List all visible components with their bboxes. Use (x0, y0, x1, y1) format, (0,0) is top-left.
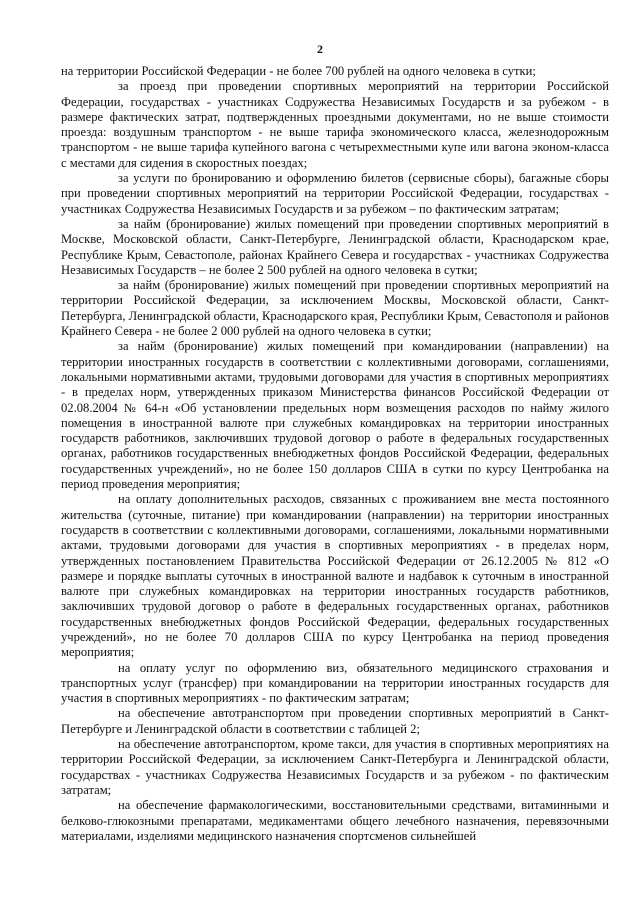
paragraph-4: за найм (бронирование) жилых помещений при проведении спортивных мероприятий в Москве, Московской области, Санкт-Петербурге, Ленинградской области, Краснодарском крае, Республике Крым, Севастополе, районах Крайнего Севера и государствах - участниках Содружества Независимых Государств – не более 2 500 рублей на одного человека в сутки; (61, 216, 609, 277)
paragraph-1: на территории Российской Федерации - не более 700 рублей на одного человека в сутки; (61, 64, 536, 78)
paragraph-5: за найм (бронирование) жилых помещений при проведении спортивных мероприятий на территории Российской Федерации, за исключением Москвы, Московской области, Санкт-Петербурга, Ленинградской области, Краснодарского края, Республики Крым, Севастополя и районов Крайнего Севера - не более 2 000 рублей на одного человека в сутки; (61, 278, 609, 339)
paragraph-7: на оплату дополнительных расходов, связанных с проживанием вне места постоянного жительства (суточные, питание) при командировании (направлении) на территории иностранных государств в соответствии с коллективными договорами, соглашениями, локальными нормативными актами, трудовыми договорами для участия в спортивных мероприятиях - в пределах норм, утвержденных постановлением Правительства Российской Федерации от 26.12.2005 № 812 «О размере и порядке выплаты суточных в иностранной валюте и надбавок к суточным в иностранной валюте при служебных командировках на территории иностранных государств работников, заключивших трудовой договор о работе в федеральных государственных органах, работников государственных внебюджетных фондов Российской Федерации, федеральных государственных учреждений», но не более 70 долларов США по курсу Центробанка на период проведения мероприятия; (61, 492, 609, 660)
paragraph-9: на обеспечение автотранспортом при проведении спортивных мероприятий в Санкт-Петербурге и Ленинградской области в соответствии с таблицей 2; (61, 706, 609, 736)
paragraph-2: за проезд при проведении спортивных мероприятий на территории Российской Федерации, государствах - участниках Содружества Независимых Государств и за рубежом - в размере фактических затрат, подтвержденных проездными документами, но не выше стоимости проезда: воздушным транспортом - не выше тарифа экономического класса, железнодорожным транспортом - не выше тарифа купейного вагона с четырехместными купе или вагона эконом-класса с местами для сидения в скоростных поездах; (61, 79, 609, 170)
paragraph-3: за услуги по бронированию и оформлению билетов (сервисные сборы), багажные сборы при проведении спортивных мероприятий на территории Российской Федерации, государствах - участниках Содружества Независимых Государств и за рубежом – по фактическим затратам; (61, 171, 609, 216)
paragraph-11: на обеспечение фармакологическими, восстановительными средствами, витаминными и белково-глюкозными препаратами, медикаментами общего лечебного назначения, перевязочными материалами, изделиями медицинского назначения спортсменов сильнейшей (61, 798, 609, 843)
paragraph-6: за найм (бронирование) жилых помещений при командировании (направлении) на территории иностранных государств в соответствии с коллективными договорами, соглашениями, локальными нормативными актами, трудовыми договорами для участия в спортивных мероприятиях - в пределах норм, утвержденных приказом Министерства финансов Российской Федерации от 02.08.2004 № 64-н «Об установлении предельных норм возмещения расходов по найму жилого помещения в иностранной валюте при служебных командировках на территории иностранных государств работников, заключивших трудовой договор о работе в федеральных государственных органах, работников государственных внебюджетных фондов Российской Федерации, федеральных государственных учреждений», но не более 150 долларов США в сутки по курсу Центробанка на период проведения мероприятия; (61, 339, 609, 492)
paragraph-10: на обеспечение автотранспортом, кроме такси, для участия в спортивных мероприятиях на территории Российской Федерации, за исключением Санкт-Петербурга и Ленинградской области, государствах - участниках Содружества Независимых Государств и за рубежом - по фактическим затратам; (61, 737, 609, 797)
document-body (61, 64, 609, 844)
page-number: 2 (317, 42, 323, 56)
paragraph-8: на оплату услуг по оформлению виз, обязательного медицинского страхования и транспортных услуг (трансфер) при командировании на территории иностранных государств для участия в спортивных мероприятиях - по фактическим затратам; (61, 660, 609, 706)
